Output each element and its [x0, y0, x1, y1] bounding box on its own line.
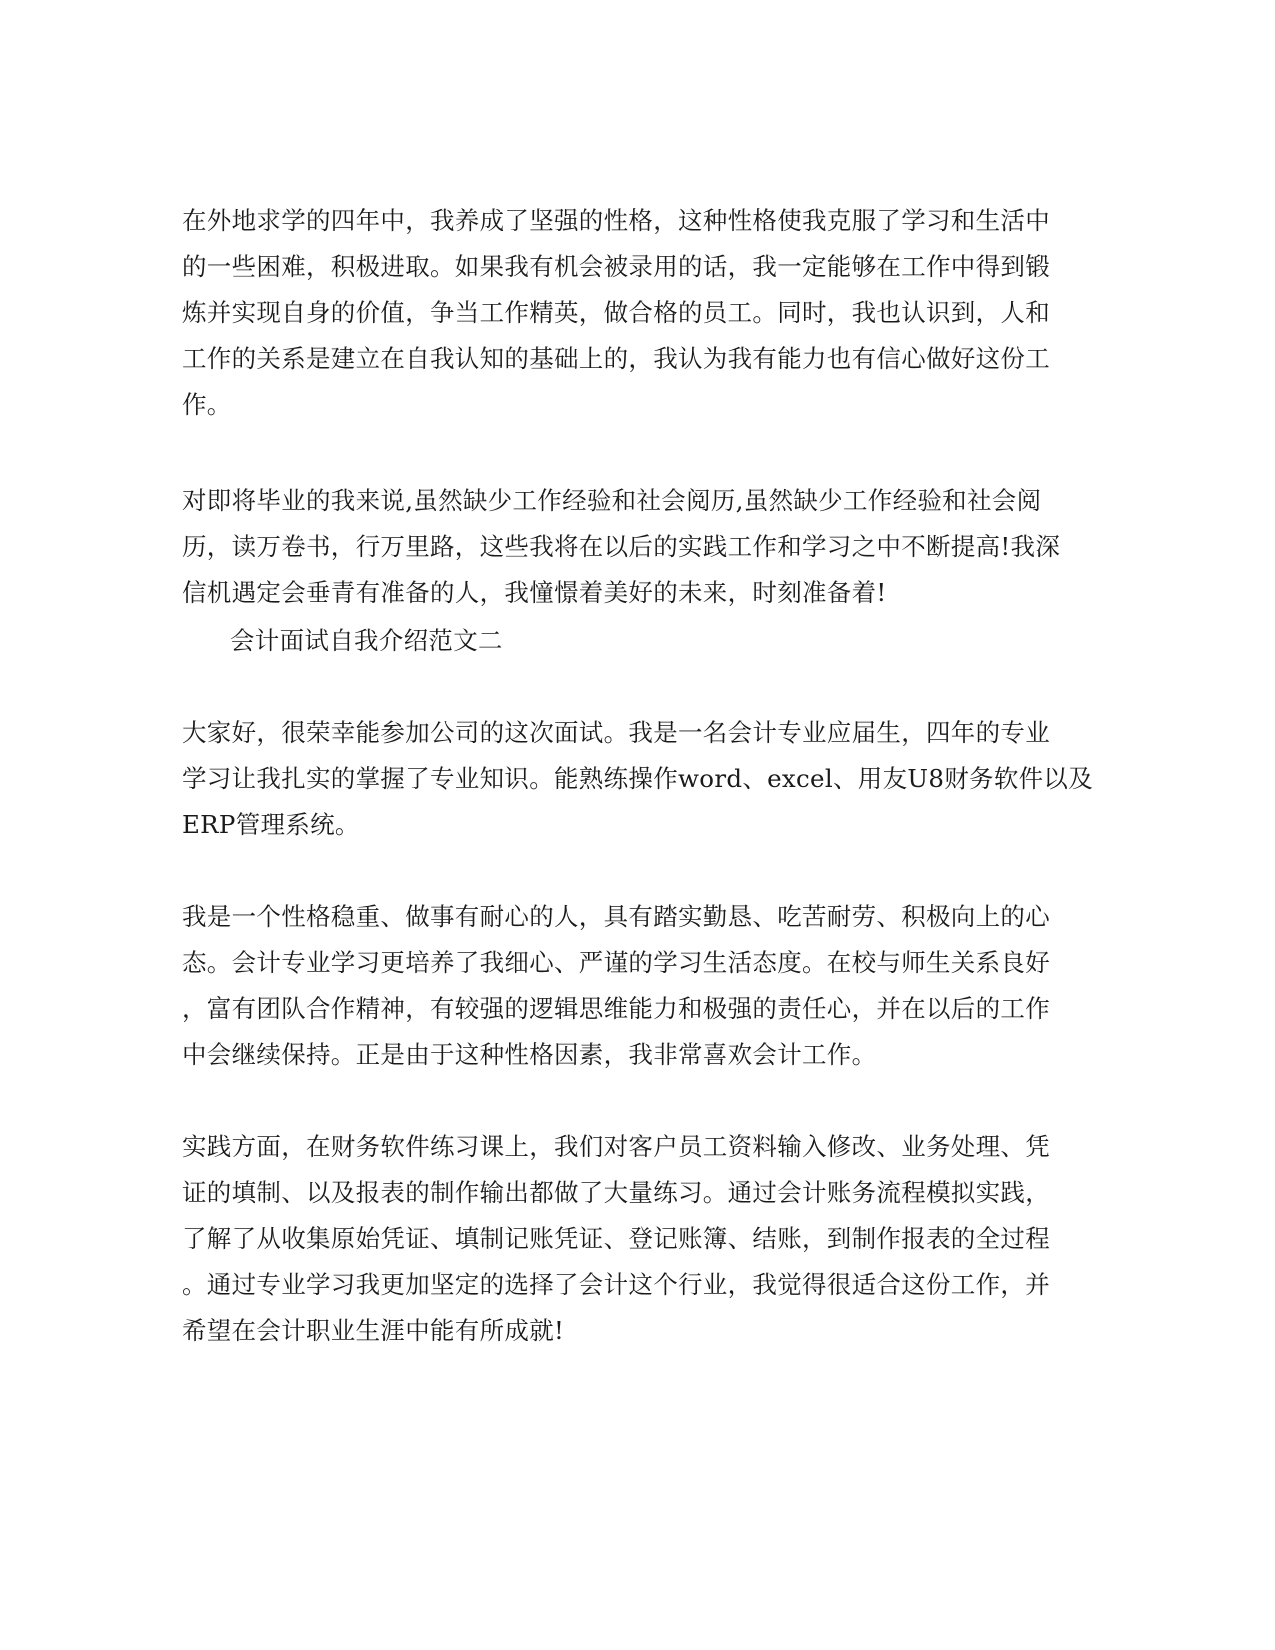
paragraph-line: 信机遇定会垂青有准备的人，我憧憬着美好的未来，时刻准备着! [182, 578, 887, 607]
paragraph-line: 我是一个性格稳重、做事有耐心的人，具有踏实勤恳、吃苦耐劳、积极向上的心 [182, 902, 1050, 931]
paragraph-greeting [182, 710, 1094, 848]
paragraph-line: 工作的关系是建立在自我认知的基础上的，我认为我有能力也有信心做好这份工 [182, 344, 1050, 373]
paragraph-line: 大家好，很荣幸能参加公司的这次面试。我是一名会计专业应届生，四年的专业 [182, 718, 1050, 747]
paragraph-practice [182, 1124, 1050, 1354]
paragraph-personality [182, 894, 1050, 1078]
paragraph-study-abroad [182, 198, 1050, 428]
paragraph-line: 态。会计专业学习更培养了我细心、严谨的学习生活态度。在校与师生关系良好 [182, 948, 1050, 977]
paragraph-line: ，富有团队合作精神，有较强的逻辑思维能力和极强的责任心，并在以后的工作 [182, 994, 1050, 1023]
paragraph-line: 在外地求学的四年中，我养成了坚强的性格，这种性格使我克服了学习和生活中 [182, 206, 1050, 235]
paragraph-line: 了解了从收集原始凭证、填制记账凭证、登记账簿、结账，到制作报表的全过程 [182, 1224, 1050, 1253]
paragraph-line: 希望在会计职业生涯中能有所成就! [182, 1316, 565, 1345]
section-heading: 会计面试自我介绍范文二 [230, 626, 503, 655]
paragraph-line: 炼并实现自身的价值，争当工作精英，做合格的员工。同时，我也认识到，人和 [182, 298, 1050, 327]
paragraph-line: 对即将毕业的我来说,虽然缺少工作经验和社会阅历,虽然缺少工作经验和社会阅 [182, 486, 1042, 515]
paragraph-line: 的一些困难，积极进取。如果我有机会被录用的话，我一定能够在工作中得到锻 [182, 252, 1050, 281]
paragraph-line: 作。 [182, 390, 232, 419]
paragraph-line: 学习让我扎实的掌握了专业知识。能熟练操作word、excel、用友U8财务软件以及 [182, 764, 1094, 793]
paragraph-graduation [182, 478, 1061, 616]
paragraph-line: 实践方面，在财务软件练习课上，我们对客户员工资料输入修改、业务处理、凭 [182, 1132, 1050, 1161]
paragraph-line: 中会继续保持。正是由于这种性格因素，我非常喜欢会计工作。 [182, 1040, 877, 1069]
paragraph-line: 历，读万卷书，行万里路，这些我将在以后的实践工作和学习之中不断提高!我深 [182, 532, 1061, 561]
paragraph-line: ERP管理系统。 [182, 810, 360, 839]
paragraph-line: 。通过专业学习我更加坚定的选择了会计这个行业，我觉得很适合这份工作，并 [182, 1270, 1050, 1299]
paragraph-line: 证的填制、以及报表的制作输出都做了大量练习。通过会计账务流程模拟实践， [182, 1178, 1050, 1207]
